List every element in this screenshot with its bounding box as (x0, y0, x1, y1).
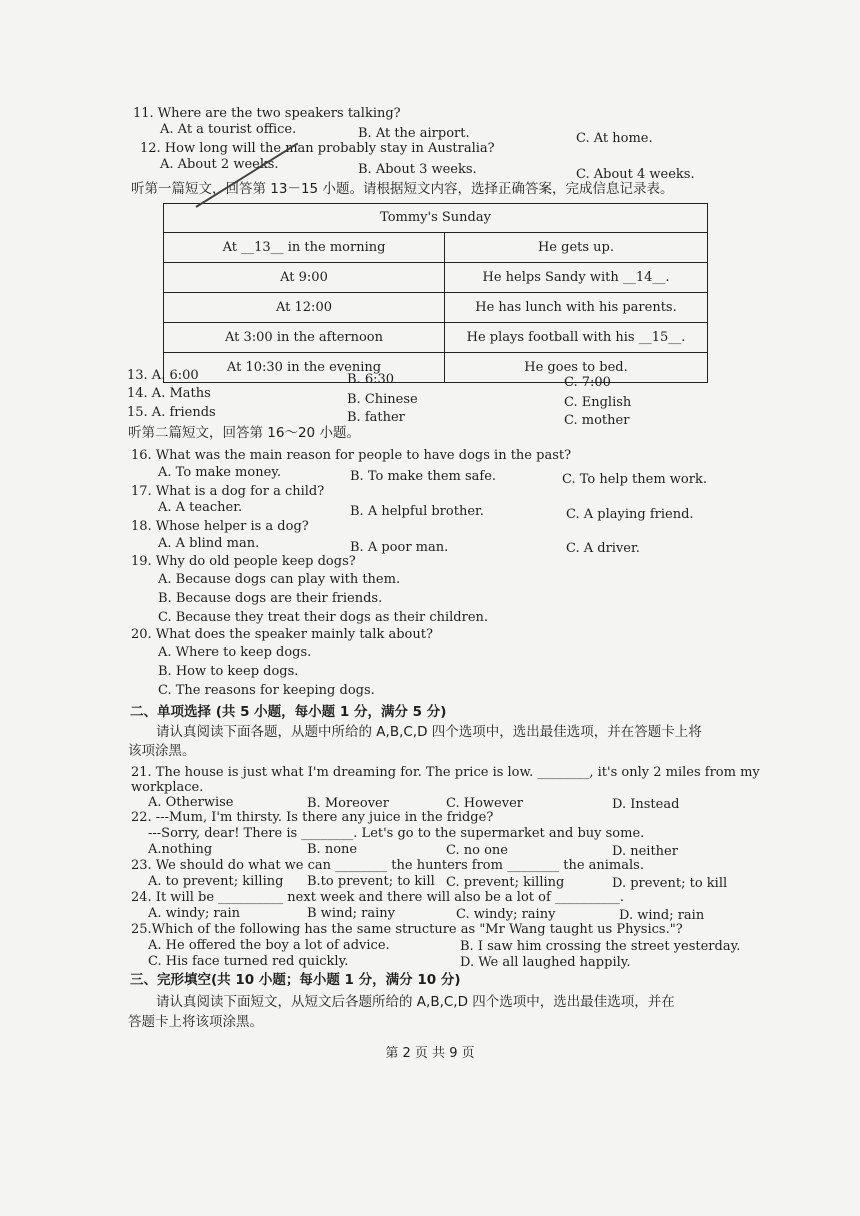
q22-option-b: B. none (307, 842, 358, 857)
q19-option-c: C. Because they treat their dogs as their children. (158, 610, 489, 625)
q17-option-a: A. A teacher. (158, 500, 243, 515)
q15-option-c: C. mother (564, 413, 630, 428)
q21-stem-line2: workplace. (131, 780, 204, 795)
table-cell-time: At 12:00 (164, 293, 445, 322)
q13-option-c: C. 7:00 (564, 375, 611, 390)
q24-option-a: A. windy; rain (148, 906, 240, 921)
section2-title: 二、单项选择 (共 5 小题，每小题 1 分，满分 5 分) (130, 704, 447, 720)
q25-option-b: B. I saw him crossing the street yesterday. (460, 939, 741, 954)
q25-stem: 25.Which of the following has the same structure as "Mr Wang taught us Physics."? (131, 922, 683, 937)
q18-stem: 18. Whose helper is a dog? (131, 519, 309, 534)
q14-option-c: C. English (564, 395, 632, 410)
passage1-instruction: 听第一篇短文，回答第 13－15 小题。请根据短文内容，选择正确答案，完成信息记录表。 (131, 181, 674, 197)
q23-option-d: D. prevent; to kill (612, 876, 728, 891)
passage2-instruction: 听第二篇短文，回答第 16～20 小题。 (128, 425, 360, 441)
q20-option-a: A. Where to keep dogs. (158, 645, 312, 660)
q13-option-a: 13. A. 6:00 (127, 368, 199, 383)
q19-stem: 19. Why do old people keep dogs? (131, 554, 356, 569)
q13-option-b: B. 6:30 (347, 372, 395, 387)
section3-instruction-line1: 请认真阅读下面短文，从短文后各题所给的 A,B,C,D 四个选项中，选出最佳选项，并在 (156, 994, 675, 1010)
q21-option-b: B. Moreover (307, 796, 389, 811)
table-cell-activity: He plays football with his __15__. (466, 330, 686, 345)
table-cell-activity: He helps Sandy with __14__. (482, 270, 670, 285)
q23-option-c: C. prevent; killing (446, 875, 565, 890)
q21-stem-line1: 21. The house is just what I'm dreaming for. The price is low. ________, it's only 2 miles from my (131, 765, 760, 780)
q14-option-a: 14. A. Maths (127, 386, 211, 401)
q18-option-a: A. A blind man. (158, 536, 260, 551)
table-row (164, 263, 707, 293)
q11-stem: 11. Where are the two speakers talking? (133, 106, 401, 121)
table-cell-activity: He gets up. (537, 240, 615, 255)
table-row (164, 353, 707, 382)
q18-option-c: C. A driver. (566, 541, 640, 556)
q16-stem: 16. What was the main reason for people to have dogs in the past? (131, 448, 572, 463)
q14-option-b: B. Chinese (347, 392, 418, 407)
q23-option-a: A. to prevent; killing (148, 874, 284, 889)
q24-option-c: C. windy; rainy (456, 907, 556, 922)
q15-option-a: 15. A. friends (127, 405, 216, 420)
q12-option-a: A. About 2 weeks. (160, 157, 279, 172)
section3-instruction-line2: 答题卡上将该项涂黑。 (128, 1014, 263, 1030)
q22-stem-line2: ---Sorry, dear! There is ________. Let's go to the supermarket and buy some. (148, 826, 645, 841)
section2-instruction-line2: 该项涂黑。 (128, 743, 196, 759)
table-row (164, 233, 707, 263)
table-row (164, 323, 707, 353)
q11-option-b: B. At the airport. (358, 126, 470, 141)
q12-option-c: C. About 4 weeks. (576, 167, 695, 182)
q20-stem: 20. What does the speaker mainly talk about? (131, 627, 433, 642)
q17-stem: 17. What is a dog for a child? (131, 484, 325, 499)
q25-option-a: A. He offered the boy a lot of advice. (148, 938, 390, 953)
q21-option-d: D. Instead (612, 797, 680, 812)
table-cell-time: At 10:30 in the evening (164, 353, 445, 382)
q16-option-b: B. To make them safe. (350, 469, 497, 484)
q22-stem-line1: 22. ---Mum, I'm thirsty. Is there any juice in the fridge? (131, 810, 494, 825)
q11-option-a: A. At a tourist office. (160, 122, 297, 137)
q23-option-b: B.to prevent; to kill (307, 874, 435, 889)
table-title: Tommy's Sunday (164, 204, 707, 233)
q20-option-c: C. The reasons for keeping dogs. (158, 683, 375, 698)
table-cell-time: At 3:00 in the afternoon (164, 323, 445, 352)
q23-stem: 23. We should do what we can ________ the hunters from ________ the animals. (131, 858, 644, 873)
q21-option-c: C. However (446, 796, 523, 811)
q16-option-c: C. To help them work. (562, 472, 707, 487)
table-cell-activity: He goes to bed. (524, 360, 628, 375)
q11-option-c: C. At home. (576, 131, 653, 146)
q15-option-b: B. father (347, 410, 405, 425)
q19-option-a: A. Because dogs can play with them. (158, 572, 401, 587)
q20-option-b: B. How to keep dogs. (158, 664, 299, 679)
q12-stem: 12. How long will the man probably stay in Australia? (140, 141, 495, 156)
q22-option-c: C. no one (446, 843, 508, 858)
q12-option-b: B. About 3 weeks. (358, 162, 477, 177)
q17-option-c: C. A playing friend. (566, 507, 694, 522)
tommys-sunday-table (163, 203, 708, 383)
q25-option-d: D. We all laughed happily. (460, 955, 631, 970)
table-cell-activity: He has lunch with his parents. (475, 300, 677, 315)
section3-title: 三、完形填空(共 10 小题；每小题 1 分，满分 10 分) (130, 972, 461, 988)
q16-option-a: A. To make money. (158, 465, 282, 480)
table-row (164, 293, 707, 323)
page-footer: 第 2 页 共 9 页 (385, 1046, 475, 1061)
q22-option-a: A.nothing (148, 842, 213, 857)
q24-option-d: D. wind; rain (619, 908, 705, 923)
q17-option-b: B. A helpful brother. (350, 504, 484, 519)
q24-option-b: B wind; rainy (307, 906, 396, 921)
q21-option-a: A. Otherwise (148, 795, 234, 810)
table-cell-time: At __13__ in the morning (164, 233, 445, 262)
q19-option-b: B. Because dogs are their friends. (158, 591, 383, 606)
q18-option-b: B. A poor man. (350, 540, 449, 555)
q22-option-d: D. neither (612, 844, 678, 859)
q24-stem: 24. It will be __________ next week and there will also be a lot of __________. (131, 890, 625, 905)
table-cell-time: At 9:00 (164, 263, 445, 292)
section2-instruction-line1: 请认真阅读下面各题，从题中所给的 A,B,C,D 四个选项中，选出最佳选项，并在答题卡上将 (156, 724, 702, 740)
q25-option-c: C. His face turned red quickly. (148, 954, 349, 969)
